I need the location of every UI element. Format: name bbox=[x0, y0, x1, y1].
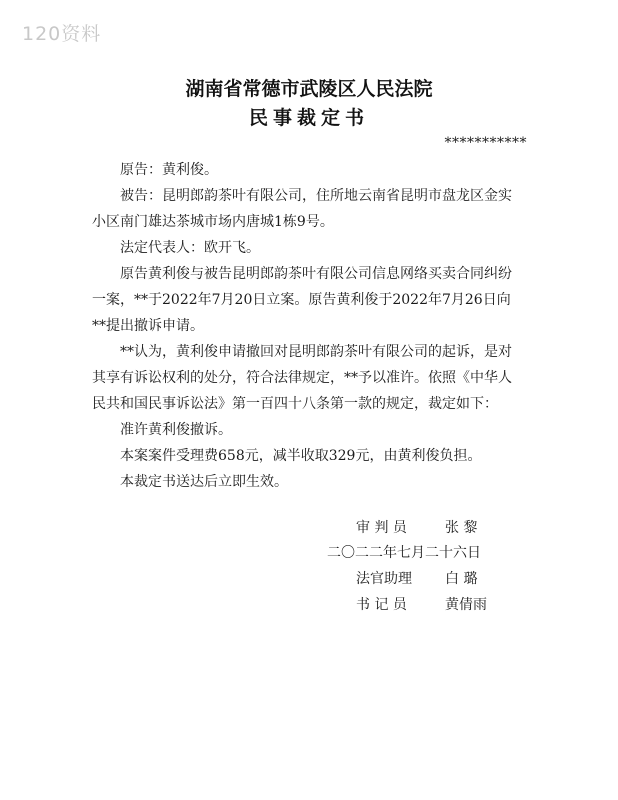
clerk-role-label: 书 记 员 bbox=[356, 597, 407, 613]
case-background-paragraph: 原告黄利俊与被告昆明郎韵茶叶有限公司信息网络买卖合同纠纷一案，**于2022年7月20日立案。原告黄利俊于2022年7月26日向**提出撤诉申请。 bbox=[92, 266, 512, 334]
ruling-date: 二〇二二年七月二十六日 bbox=[327, 545, 481, 561]
legal-representative-paragraph: 法定代表人：欧开飞。 bbox=[120, 240, 260, 256]
ruling-body bbox=[92, 157, 524, 495]
effective-paragraph: 本裁定书送达后立即生效。 bbox=[120, 474, 288, 490]
court-reasoning-paragraph: **认为，黄利俊申请撤回对昆明郎韵茶叶有限公司的起诉，是对其享有诉讼权利的处分，符合法律规定，**予以准许。依照《中华人民共和国民事诉讼法》第一百四十八条第一款的规定，裁定如下： bbox=[92, 344, 512, 412]
judge-role-label: 审 判 员 bbox=[356, 520, 407, 536]
fee-paragraph: 本案案件受理费658元，减半收取329元，由黄利俊负担。 bbox=[120, 448, 482, 464]
judge-name: 张 黎 bbox=[445, 520, 478, 536]
watermark: 120资料 bbox=[22, 23, 102, 45]
document-type-heading: 民事裁定书 bbox=[248, 107, 369, 129]
court-name-heading: 湖南省常德市武陵区人民法院 bbox=[185, 78, 433, 100]
signature-block bbox=[0, 517, 618, 617]
case-number: *********** bbox=[444, 135, 527, 151]
ruling-paragraph: 准许黄利俊撤诉。 bbox=[120, 422, 232, 438]
assistant-role-label: 法官助理 bbox=[356, 571, 412, 587]
defendant-paragraph: 被告：昆明郎韵茶叶有限公司，住所地云南省昆明市盘龙区金实小区南门雄达茶城市场内唐城1栋9号。 bbox=[92, 188, 512, 230]
plaintiff-paragraph: 原告：黄利俊。 bbox=[120, 162, 218, 178]
clerk-name: 黄倩雨 bbox=[445, 597, 487, 613]
assistant-name: 白 璐 bbox=[445, 571, 478, 587]
